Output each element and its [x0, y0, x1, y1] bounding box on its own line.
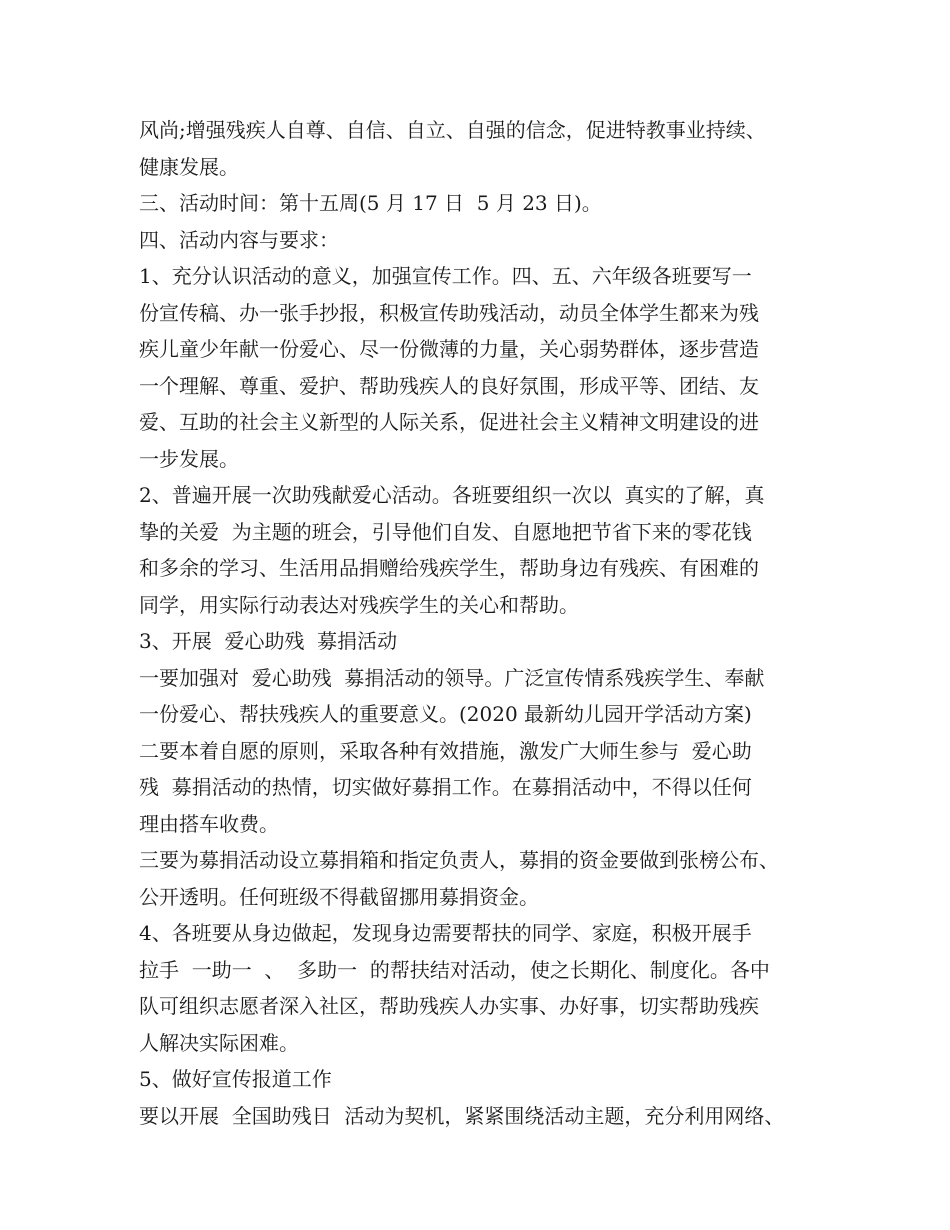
text-line: 队可组织志愿者深入社区，帮助残疾人办实事、办好事，切实帮助残疾 — [139, 994, 759, 1018]
text-line: 健康发展。 — [139, 154, 239, 179]
text-line: 1、充分认识活动的意义，加强宣传工作。四、五、六年级各班要写一 — [139, 264, 752, 288]
text-line: 4、各班要从身边做起，发现身边需要帮扶的同学、家庭，积极开展手 — [139, 921, 752, 945]
section-heading: 三、活动时间：第十五周(5 月 17 日 5 月 23 日)。 — [139, 191, 602, 215]
text-line: 一步发展。 — [139, 446, 239, 471]
section-heading: 四、活动内容与要求： — [139, 227, 339, 252]
text-line: 一份爱心、帮扶残疾人的重要意义。(2020 最新幼儿园开学活动方案) — [139, 702, 752, 726]
text-line: 公开透明。任何班级不得截留挪用募捐资金。 — [139, 884, 539, 909]
text-line: 拉手 一助一 、 多助一 的帮扶结对活动，使之长期化、制度化。各中 — [139, 957, 770, 982]
text-line: 爱、互助的社会主义新型的人际关系，促进社会主义精神文明建设的进 — [139, 410, 759, 434]
text-line: 和多余的学习、生活用品捐赠给残疾学生，帮助身边有残疾、有困难的 — [139, 556, 759, 580]
text-line: 二要本着自愿的原则，采取各种有效措施，激发广大师生参与 爱心助 — [139, 738, 752, 763]
text-line: 挚的关爱 为主题的班会，引导他们自发、自愿地把节省下来的零花钱 — [139, 519, 752, 544]
text-line: 份宣传稿、办一张手抄报，积极宣传助残活动，动员全体学生都来为残 — [139, 300, 759, 325]
document-body — [139, 112, 829, 1134]
text-line: 疾儿童少年献一份爱心、尽一份微薄的力量，关心弱势群体，逐步营造 — [139, 337, 759, 361]
text-line: 三要为募捐活动设立募捐箱和指定负责人，募捐的资金要做到张榜公布、 — [139, 848, 779, 872]
text-line: 理由搭车收费。 — [139, 811, 279, 836]
text-line: 要以开展 全国助残日 活动为契机，紧紧围绕活动主题，充分利用网络、 — [139, 1103, 785, 1128]
text-line: 同学，用实际行动表达对残疾学生的关心和帮助。 — [139, 592, 579, 617]
text-line: 残 募捐活动的热情，切实做好募捐工作。在募捐活动中，不得以任何 — [139, 775, 752, 799]
subsection-heading: 5、做好宣传报道工作 — [139, 1067, 332, 1091]
text-line: 风尚;增强残疾人自尊、自信、自立、自强的信念，促进特教事业持续、 — [139, 118, 766, 142]
text-line: 2、普遍开展一次助残献爱心活动。各班要组织一次以 真实的了解，真 — [139, 483, 765, 507]
text-line: 人解决实际困难。 — [139, 1030, 299, 1055]
subsection-heading: 3、开展 爱心助残 募捐活动 — [139, 629, 398, 653]
text-line: 一要加强对 爱心助残 募捐活动的领导。广泛宣传情系残疾学生、奉献 — [139, 665, 765, 690]
text-line: 一个理解、尊重、爱护、帮助残疾人的良好氛围，形成平等、团结、友 — [139, 373, 759, 398]
